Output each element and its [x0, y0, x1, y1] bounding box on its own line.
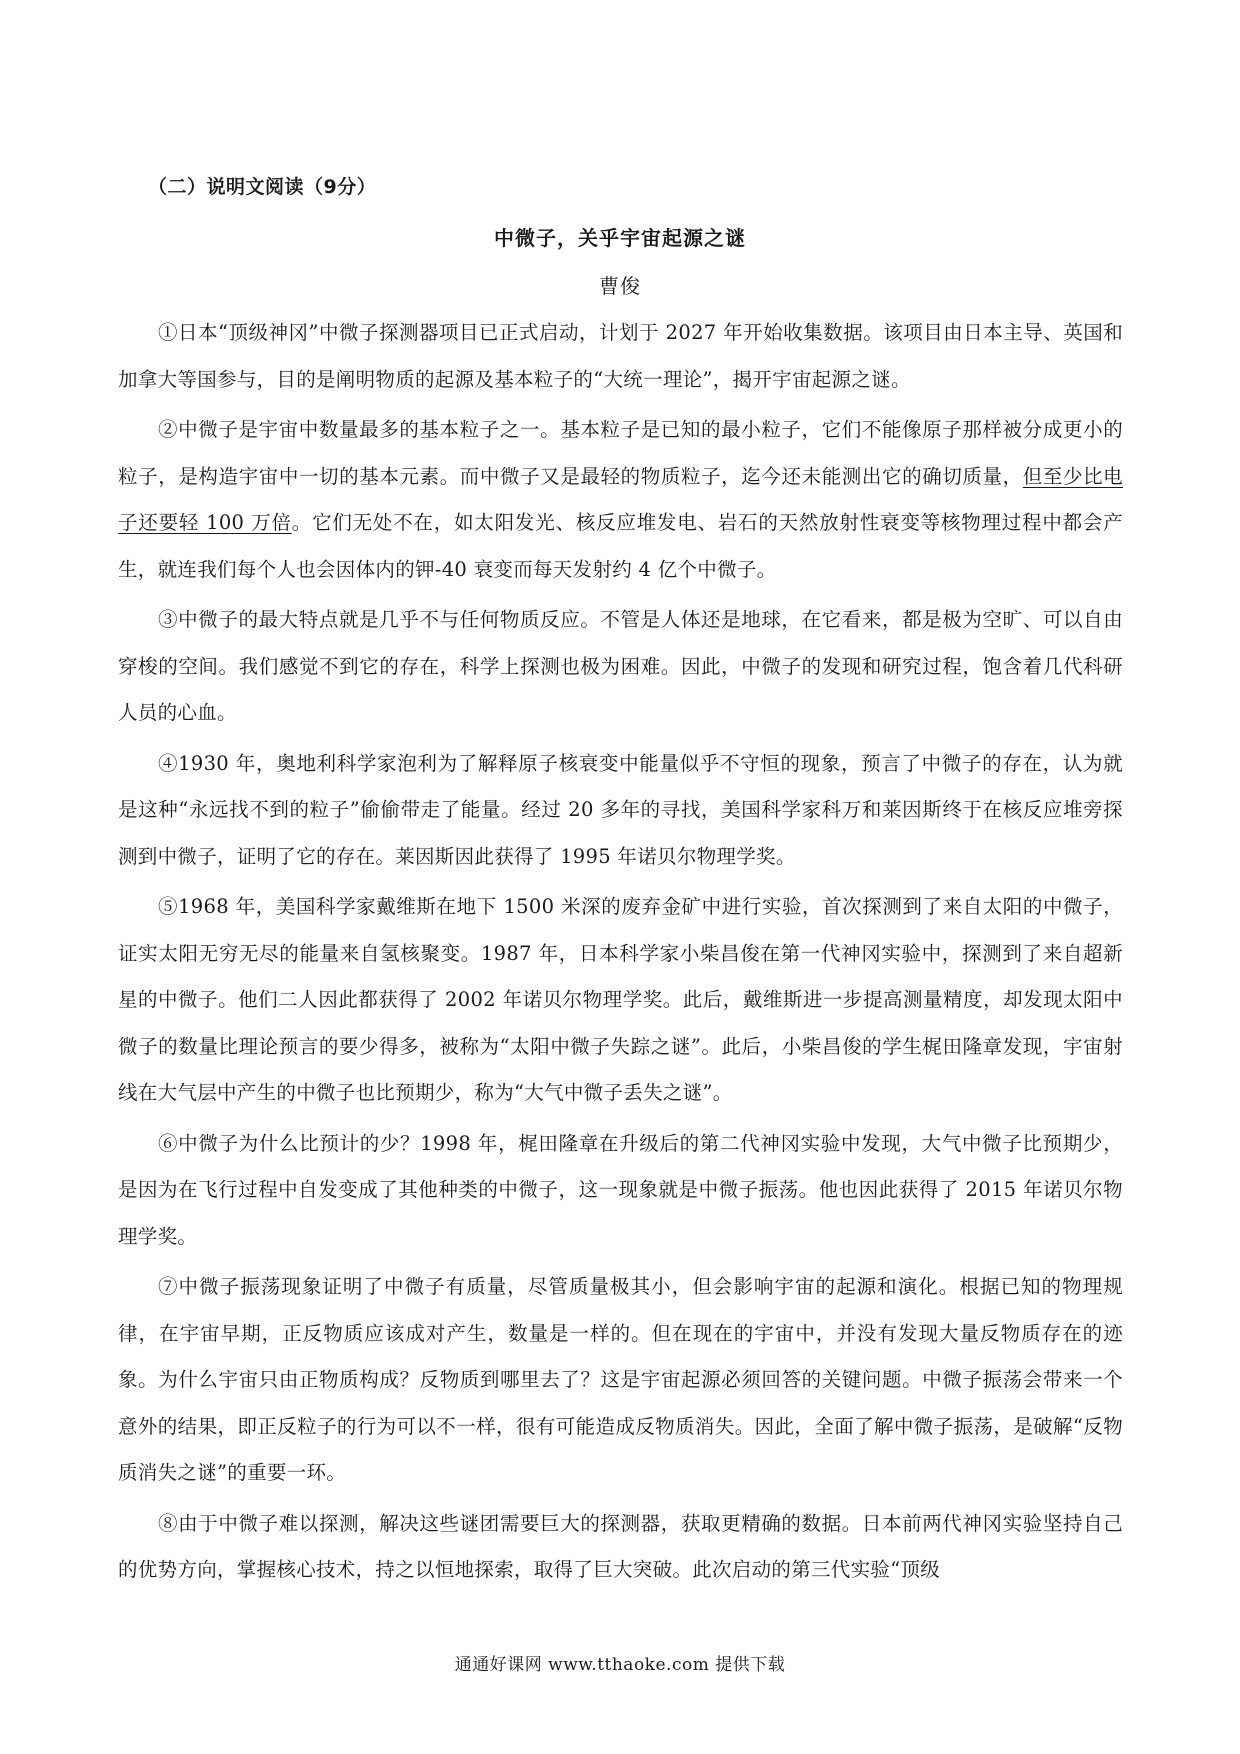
paragraph-4: ④1930 年，奥地利科学家泡利为了解释原子核衰变中能量似乎不守恒的现象，预言了中微子的存在，认为就是这种“永远找不到的粒子”偷偷带走了能量。经过 20 多年的寻找，美国科学家科万和莱因斯终于在核反应堆旁探测到中微子，证明了它的存在。莱因斯因此获得了 1995 年诺贝尔物理学奖。 — [118, 751, 1123, 868]
paragraph-1: ①日本“顶级神冈”中微子探测器项目已正式启动，计划于 2027 年开始收集数据。该项目由日本主导、英国和加拿大等国参与，目的是阐明物质的起源及基本粒子的“大统一理论”，揭开宇宙起源之谜。 — [118, 321, 1123, 391]
paragraph-3: ③中微子的最大特点就是几乎不与任何物质反应。不管是人体还是地球，在它看来，都是极为空旷、可以自由穿梭的空间。我们感觉不到它的存在，科学上探测也极为困难。因此，中微子的发现和研究过程，饱含着几代科研人员的心血。 — [118, 608, 1123, 724]
section-heading: （二）说明文阅读（9分） — [148, 176, 377, 198]
page-footer: 通通好课网 www.tthaoke.com 提供下载 — [454, 1655, 786, 1675]
underlined-sentence: 但至少比电子还要轻 100 万倍 — [118, 464, 1123, 534]
paragraph-2 — [118, 407, 1123, 593]
article-body — [118, 310, 1123, 1598]
paragraph-5: ⑤1968 年，美国科学家戴维斯在地下 1500 米深的废弃金矿中进行实验，首次探测到了来自太阳的中微子，证实太阳无穷无尽的能量来自氢核聚变。1987 年，日本科学家小柴昌俊在第一代神冈实验中，探测到了来自超新星的中微子。他们二人因此都获得了 2002 年诺贝尔物理学奖。此后，戴维斯进一步提高测量精度，却发现太阳中微子的数量比理论预言的要少得多，被称为“太阳中微子失踪之谜”。此后，小柴昌俊的学生梶田隆章发现，宇宙射线在大气层中产生的中微子也比预期少，称为“大气中微子丢失之谜”。 — [118, 895, 1123, 1104]
paragraph-2-part-1: ②中微子是宇宙中数量最多的基本粒子之一。基本粒子是已知的最小粒子，它们不能像原子那样被分成更小的粒子，是构造宇宙中一切的基本元素。而中微子又是最轻的物质粒子，迄今还未能测出它的确切质量， — [118, 418, 1123, 488]
article-title: 中微子，关乎宇宙起源之谜 — [494, 226, 746, 250]
paragraph-6: ⑥中微子为什么比预计的少？1998 年，梶田隆章在升级后的第二代神冈实验中发现，大气中微子比预期少，是因为在飞行过程中自发变成了其他种类的中微子，这一现象就是中微子振荡。他也因此获得了 2015 年诺贝尔物理学奖。 — [118, 1131, 1123, 1248]
paragraph-2-part-2: 。它们无处不在，如太阳发光、核反应堆发电、岩石的天然放射性衰变等核物理过程中都会产生，就连我们每个人也会因体内的钾-40 衰变而每天发射约 4 亿个中微子。 — [118, 511, 1123, 581]
paragraph-7: ⑦中微子振荡现象证明了中微子有质量，尽管质量极其小，但会影响宇宙的起源和演化。根据已知的物理规律，在宇宙早期，正反物质应该成对产生，数量是一样的。但在现在的宇宙中，并没有发现大量反物质存在的迹象。为什么宇宙只由正物质构成？反物质到哪里去了？这是宇宙起源必须回答的关键问题。中微子振荡会带来一个意外的结果，即正反粒子的行为可以不一样，很有可能造成反物质消失。因此，全面了解中微子振荡，是破解“反物质消失之谜”的重要一环。 — [118, 1275, 1123, 1484]
article-author: 曹俊 — [599, 274, 641, 298]
paragraph-8: ⑧由于中微子难以探测，解决这些谜团需要巨大的探测器，获取更精确的数据。日本前两代神冈实验坚持自己的优势方向，掌握核心技术，持之以恒地探索，取得了巨大突破。此次启动的第三代实验“顶级 — [118, 1511, 1123, 1581]
